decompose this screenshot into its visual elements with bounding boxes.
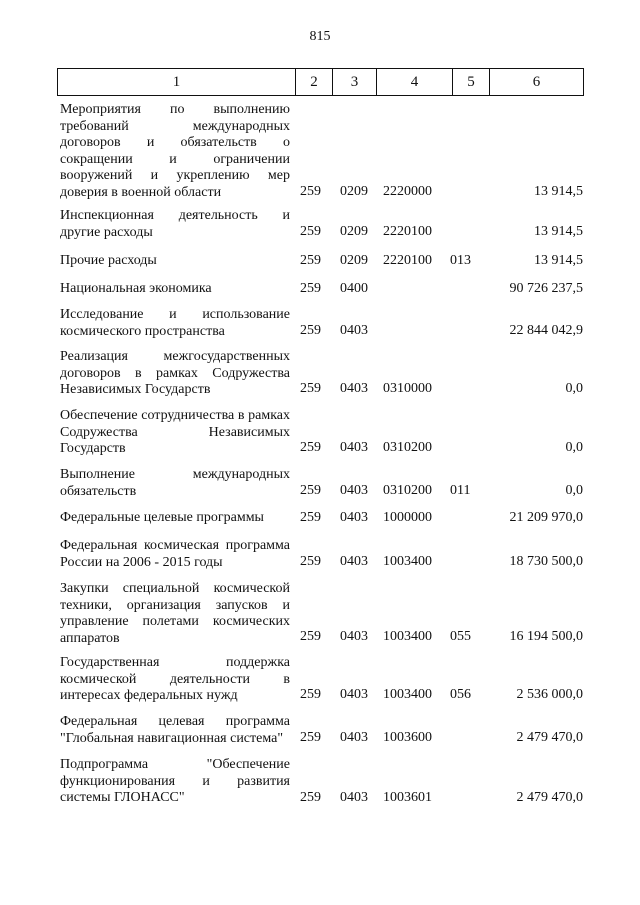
row-sum: 2 536 000,0 [516,687,583,702]
row-csr: 0310200 [383,440,432,455]
row-ved: 259 [300,483,321,498]
table-row [0,208,640,242]
row-name: Федеральная целевая программа "Глобальная навигационная система" [60,714,290,746]
table-row [0,538,640,572]
table-row [0,349,640,399]
table-row [0,408,640,458]
row-name: Инспекционная деятельность и другие расходы [60,208,290,240]
row-csr: 2220100 [383,253,432,268]
header-col-6: 6 [490,69,584,96]
row-ved: 259 [300,323,321,338]
row-name: Государственная поддержка космической деятельности в интересах федеральных нужд [60,655,290,703]
row-csr: 0310000 [383,381,432,396]
table-row [0,253,640,271]
row-csr: 1003400 [383,687,432,702]
row-sum: 22 844 042,9 [509,323,583,338]
table-row [0,307,640,341]
table-row [0,581,640,647]
table-header [57,68,584,96]
header-col-1: 1 [58,69,296,96]
row-rzpr: 0403 [340,629,368,644]
row-ved: 259 [300,281,321,296]
row-name: Реализация межгосударственных договоров в рамках Содружества Независимых Государств [60,349,290,397]
row-ved: 259 [300,629,321,644]
row-ved: 259 [300,253,321,268]
row-ved: 259 [300,554,321,569]
table-row [0,467,640,501]
row-name: Закупки специальной космической техники, организация запусков и управление полетами космических аппаратов [60,581,290,646]
row-csr: 1000000 [383,510,432,525]
row-csr: 1003400 [383,629,432,644]
header-col-4: 4 [377,69,453,96]
row-sum: 0,0 [565,483,583,498]
row-sum: 13 914,5 [534,184,583,199]
row-rzpr: 0209 [340,184,368,199]
row-ved: 259 [300,510,321,525]
table-row [0,510,640,528]
row-sum: 13 914,5 [534,224,583,239]
row-csr: 1003601 [383,790,432,805]
row-rzpr: 0400 [340,281,368,296]
row-rzpr: 0403 [340,730,368,745]
page-number: 815 [309,29,331,44]
row-rzpr: 0403 [340,483,368,498]
row-sum: 2 479 470,0 [516,730,583,745]
row-name: Выполнение международных обязательств [60,467,290,499]
row-name: Обеспечение сотрудничества в рамках Содружества Независимых Государств [60,408,290,456]
row-rzpr: 0403 [340,381,368,396]
row-sum: 90 726 237,5 [509,281,583,296]
table-row [0,655,640,705]
row-vr: 011 [450,483,471,498]
row-name: Федеральные целевые программы [60,510,264,525]
row-name: Национальная экономика [60,281,212,296]
row-ved: 259 [300,687,321,702]
row-ved: 259 [300,184,321,199]
row-name: Мероприятия по выполнению требований международных договоров и обязательств о сокращении и ограничении вооружений и укреплению мер доверия в военной области [60,102,290,200]
row-name: Подпрограмма "Обеспечение функционирования и развития системы ГЛОНАСС" [60,757,290,805]
table-row [0,102,640,202]
row-sum: 0,0 [565,440,583,455]
row-name: Прочие расходы [60,253,157,268]
row-ved: 259 [300,381,321,396]
row-vr: 056 [450,687,471,702]
row-rzpr: 0403 [340,323,368,338]
row-csr: 2220000 [383,184,432,199]
row-rzpr: 0403 [340,440,368,455]
table-row [0,714,640,748]
table-row [0,281,640,299]
header-col-5: 5 [453,69,490,96]
row-sum: 2 479 470,0 [516,790,583,805]
row-rzpr: 0403 [340,554,368,569]
row-sum: 21 209 970,0 [509,510,583,525]
row-ved: 259 [300,224,321,239]
row-sum: 13 914,5 [534,253,583,268]
header-col-2: 2 [296,69,333,96]
row-rzpr: 0403 [340,790,368,805]
table-row [0,757,640,823]
row-name: Федеральная космическая программа России на 2006 - 2015 годы [60,538,290,570]
row-vr: 055 [450,629,471,644]
row-csr: 2220100 [383,224,432,239]
row-ved: 259 [300,730,321,745]
row-rzpr: 0209 [340,224,368,239]
row-csr: 1003400 [383,554,432,569]
header-col-3: 3 [333,69,377,96]
row-rzpr: 0209 [340,253,368,268]
row-name: Исследование и использование космического пространства [60,307,290,339]
row-sum: 16 194 500,0 [509,629,583,644]
row-ved: 259 [300,440,321,455]
row-sum: 18 730 500,0 [509,554,583,569]
row-ved: 259 [300,790,321,805]
row-csr: 1003600 [383,730,432,745]
row-rzpr: 0403 [340,510,368,525]
row-rzpr: 0403 [340,687,368,702]
row-vr: 013 [450,253,471,268]
row-sum: 0,0 [565,381,583,396]
row-csr: 0310200 [383,483,432,498]
